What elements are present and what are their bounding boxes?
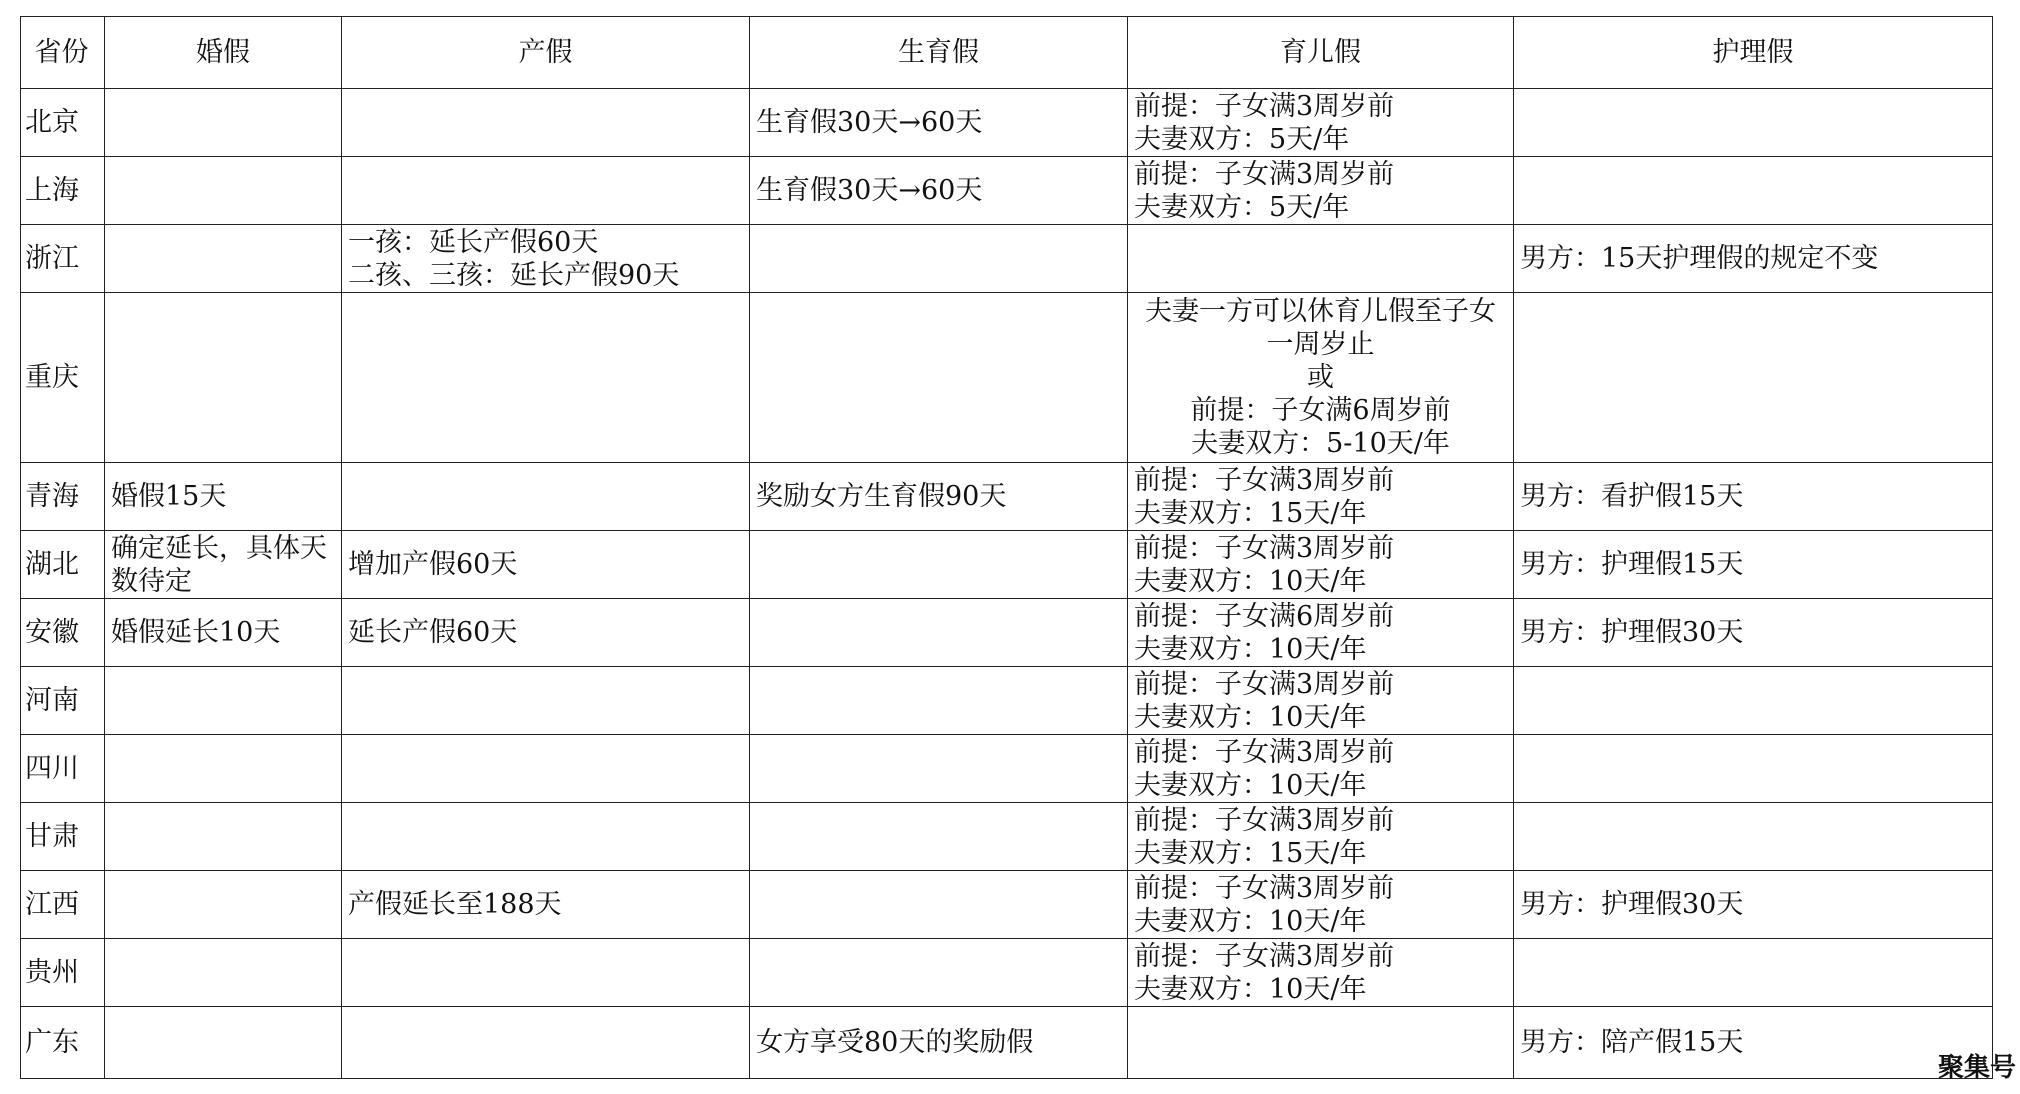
- province-cell: 江西: [21, 871, 105, 939]
- cell-text-line: 前提：子女满3周岁前: [1134, 736, 1395, 768]
- childcare-leave-cell: [1128, 463, 1514, 531]
- birth-leave-cell: [750, 1007, 1128, 1079]
- maternity-leave-cell: [342, 89, 750, 157]
- birth-leave-cell: [750, 531, 1128, 599]
- province-cell: 四川: [21, 735, 105, 803]
- maternity-leave-cell: [342, 667, 750, 735]
- cell-text-line: 男方：护理假30天: [1520, 617, 1744, 648]
- maternity-leave-cell: [342, 1007, 750, 1079]
- header-province: 省份: [21, 17, 105, 89]
- childcare-leave-cell: [1128, 599, 1514, 667]
- cell-text-line: 夫妻双方：10天/年: [1134, 973, 1367, 1005]
- cell-text-line: 或: [1307, 362, 1334, 393]
- header-birth-leave: 生育假: [750, 17, 1128, 89]
- marriage-leave-cell: [105, 531, 342, 599]
- cell-text-line: 夫妻双方：15天/年: [1134, 497, 1367, 529]
- birth-leave-cell: [750, 871, 1128, 939]
- cell-text-line: 夫妻双方：10天/年: [1134, 633, 1367, 665]
- province-cell: 重庆: [21, 293, 105, 463]
- cell-text-line: 夫妻双方：10天/年: [1134, 701, 1367, 733]
- birth-leave-cell: [750, 599, 1128, 667]
- table-row: [21, 939, 1993, 1007]
- birth-leave-cell: [750, 89, 1128, 157]
- table-row: [21, 531, 1993, 599]
- cell-text-line: 夫妻双方：5-10天/年: [1191, 428, 1450, 459]
- province-cell: 湖北: [21, 531, 105, 599]
- childcare-leave-cell: [1128, 225, 1514, 293]
- childcare-leave-cell: [1128, 667, 1514, 735]
- cell-text-line: 数待定: [111, 565, 192, 597]
- cell-text-line: 男方：陪产假15天: [1520, 1027, 1744, 1058]
- nursing-leave-cell: [1514, 225, 1993, 293]
- maternity-leave-cell: [342, 293, 750, 463]
- nursing-leave-cell: [1514, 735, 1993, 803]
- cell-text-line: 生育假30天→60天: [756, 107, 983, 138]
- cell-text-line: 婚假延长10天: [111, 617, 281, 648]
- marriage-leave-cell: [105, 599, 342, 667]
- table-row: [21, 157, 1993, 225]
- maternity-leave-cell: [342, 463, 750, 531]
- nursing-leave-cell: [1514, 1007, 1993, 1079]
- table-row: [21, 871, 1993, 939]
- birth-leave-cell: [750, 293, 1128, 463]
- cell-text-line: 前提：子女满3周岁前: [1134, 940, 1395, 972]
- cell-text-line: 前提：子女满3周岁前: [1134, 90, 1395, 122]
- cell-text-line: 前提：子女满3周岁前: [1134, 804, 1395, 836]
- cell-text-line: 夫妻双方：10天/年: [1134, 905, 1367, 937]
- cell-text-line: 女方享受80天的奖励假: [756, 1027, 1034, 1058]
- childcare-leave-cell: [1128, 939, 1514, 1007]
- table-row: [21, 803, 1993, 871]
- childcare-leave-cell: [1128, 871, 1514, 939]
- cell-text-line: 确定延长，具体天: [111, 532, 327, 564]
- nursing-leave-cell: [1514, 157, 1993, 225]
- province-cell: 上海: [21, 157, 105, 225]
- cell-text-line: 前提：子女满3周岁前: [1134, 158, 1395, 190]
- nursing-leave-cell: [1514, 939, 1993, 1007]
- maternity-leave-cell: [342, 531, 750, 599]
- maternity-leave-cell: [342, 803, 750, 871]
- nursing-leave-cell: [1514, 803, 1993, 871]
- marriage-leave-cell: [105, 293, 342, 463]
- table-row: [21, 225, 1993, 293]
- cell-text-line: 前提：子女满6周岁前: [1134, 600, 1395, 632]
- birth-leave-cell: [750, 225, 1128, 293]
- cell-text-line: 夫妻双方：15天/年: [1134, 837, 1367, 869]
- nursing-leave-cell: [1514, 667, 1993, 735]
- birth-leave-cell: [750, 803, 1128, 871]
- childcare-leave-cell: [1128, 531, 1514, 599]
- birth-leave-cell: [750, 463, 1128, 531]
- header-row: [21, 17, 1993, 89]
- marriage-leave-cell: [105, 803, 342, 871]
- marriage-leave-cell: [105, 157, 342, 225]
- cell-text-line: 婚假15天: [111, 481, 227, 512]
- marriage-leave-cell: [105, 667, 342, 735]
- cell-text-line: 生育假30天→60天: [756, 175, 983, 206]
- header-marriage-leave: 婚假: [105, 17, 342, 89]
- marriage-leave-cell: [105, 89, 342, 157]
- cell-text-line: 增加产假60天: [348, 549, 518, 580]
- childcare-leave-cell: [1128, 157, 1514, 225]
- maternity-leave-cell: [342, 225, 750, 293]
- table-row: [21, 735, 1993, 803]
- childcare-leave-cell: [1128, 1007, 1514, 1079]
- province-cell: 北京: [21, 89, 105, 157]
- cell-text-line: 夫妻双方：10天/年: [1134, 565, 1367, 597]
- province-cell: 青海: [21, 463, 105, 531]
- cell-text-line: 前提：子女满3周岁前: [1134, 872, 1395, 904]
- nursing-leave-cell: [1514, 463, 1993, 531]
- maternity-leave-cell: [342, 157, 750, 225]
- table-row: [21, 599, 1993, 667]
- marriage-leave-cell: [105, 939, 342, 1007]
- childcare-leave-cell: [1128, 89, 1514, 157]
- birth-leave-cell: [750, 735, 1128, 803]
- province-cell: 甘肃: [21, 803, 105, 871]
- cell-text-line: 产假延长至188天: [348, 889, 562, 920]
- table-row: [21, 1007, 1993, 1079]
- maternity-leave-cell: [342, 599, 750, 667]
- table-row: [21, 667, 1993, 735]
- province-cell: 广东: [21, 1007, 105, 1079]
- province-cell: 贵州: [21, 939, 105, 1007]
- header-maternity-leave: 产假: [342, 17, 750, 89]
- cell-text-line: 前提：子女满6周岁前: [1190, 395, 1451, 426]
- header-nursing-leave: 护理假: [1514, 17, 1993, 89]
- childcare-leave-cell: [1128, 803, 1514, 871]
- birth-leave-cell: [750, 157, 1128, 225]
- cell-text-line: 男方：护理假15天: [1520, 549, 1744, 580]
- nursing-leave-cell: [1514, 293, 1993, 463]
- leave-policy-table: [20, 16, 1993, 1079]
- cell-text-line: 夫妻双方：5天/年: [1134, 191, 1350, 223]
- nursing-leave-cell: [1514, 599, 1993, 667]
- marriage-leave-cell: [105, 871, 342, 939]
- maternity-leave-cell: [342, 939, 750, 1007]
- table-row: [21, 89, 1993, 157]
- header-childcare-leave: 育儿假: [1128, 17, 1514, 89]
- cell-text-line: 延长产假60天: [348, 617, 518, 648]
- cell-text-line: 夫妻双方：5天/年: [1134, 123, 1350, 155]
- marriage-leave-cell: [105, 1007, 342, 1079]
- cell-text-line: 一周岁止: [1266, 329, 1375, 360]
- province-cell: 河南: [21, 667, 105, 735]
- nursing-leave-cell: [1514, 89, 1993, 157]
- marriage-leave-cell: [105, 463, 342, 531]
- cell-text-line: 二孩、三孩：延长产假90天: [348, 259, 680, 291]
- cell-text-line: 前提：子女满3周岁前: [1134, 532, 1395, 564]
- watermark: 聚集号: [1937, 1053, 2016, 1083]
- cell-text-line: 前提：子女满3周岁前: [1134, 668, 1395, 700]
- marriage-leave-cell: [105, 735, 342, 803]
- cell-text-line: 奖励女方生育假90天: [756, 481, 1007, 512]
- province-cell: 浙江: [21, 225, 105, 293]
- cell-text-line: 夫妻一方可以休育儿假至子女: [1145, 296, 1496, 327]
- cell-text-line: 前提：子女满3周岁前: [1134, 464, 1395, 496]
- cell-text-line: 一孩：延长产假60天: [348, 226, 599, 258]
- cell-text-line: 男方：15天护理假的规定不变: [1520, 243, 1879, 274]
- nursing-leave-cell: [1514, 531, 1993, 599]
- birth-leave-cell: [750, 667, 1128, 735]
- birth-leave-cell: [750, 939, 1128, 1007]
- maternity-leave-cell: [342, 735, 750, 803]
- childcare-leave-cell: [1128, 735, 1514, 803]
- childcare-leave-cell: [1128, 293, 1514, 463]
- cell-text-line: 男方：看护假15天: [1520, 481, 1744, 512]
- cell-text-line: 夫妻双方：10天/年: [1134, 769, 1367, 801]
- marriage-leave-cell: [105, 225, 342, 293]
- table-row: [21, 463, 1993, 531]
- nursing-leave-cell: [1514, 871, 1993, 939]
- province-cell: 安徽: [21, 599, 105, 667]
- maternity-leave-cell: [342, 871, 750, 939]
- table-row: [21, 293, 1993, 463]
- cell-text-line: 男方：护理假30天: [1520, 889, 1744, 920]
